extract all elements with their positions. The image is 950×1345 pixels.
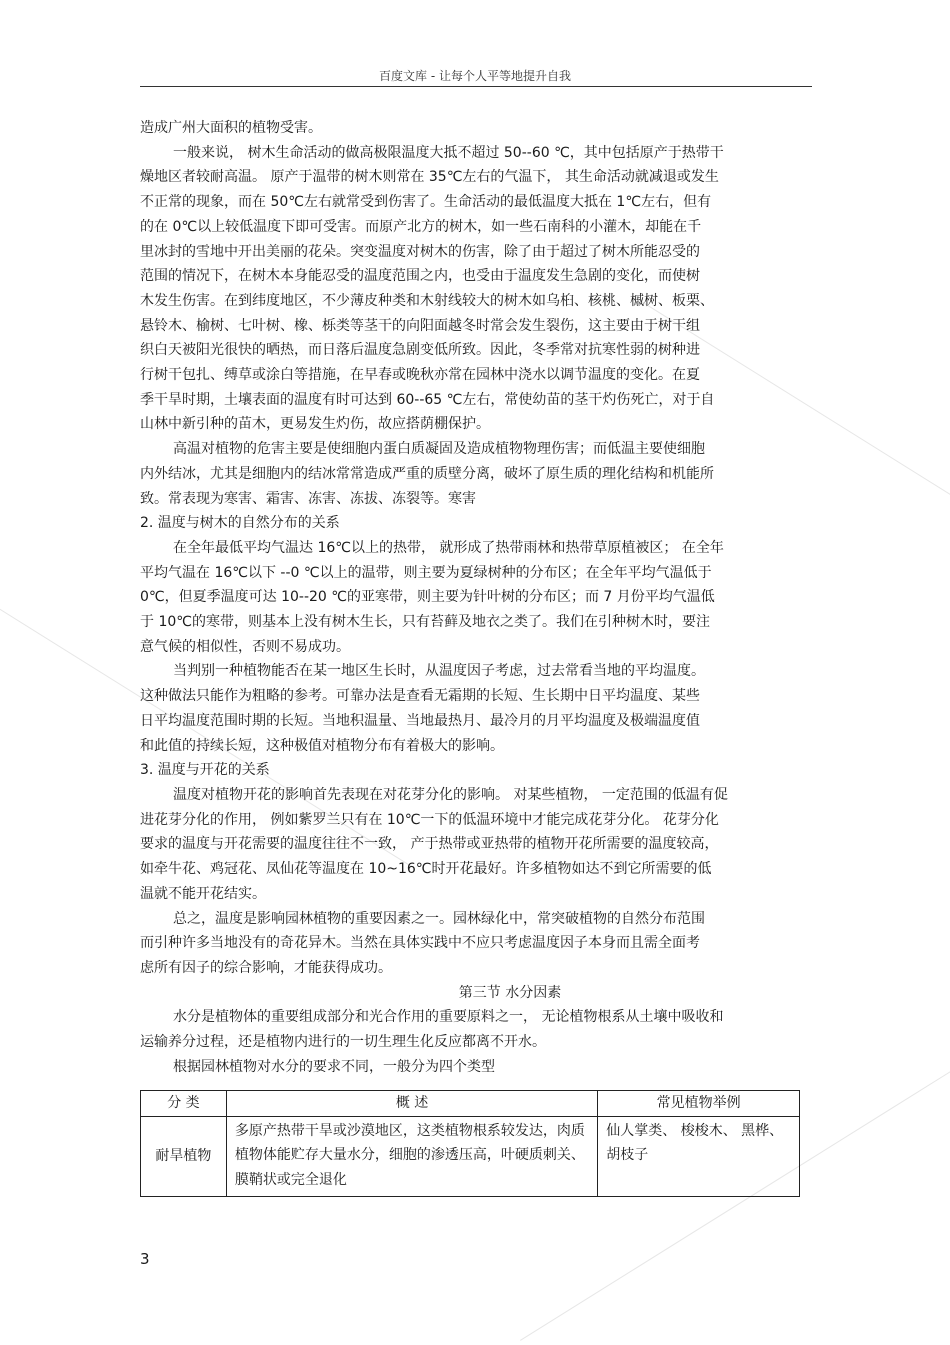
page-header: 百度文库 - 让每个人平等地提升自我: [379, 69, 571, 83]
text-line: 的在 0℃以上较低温度下即可受害。而原产北方的树木，如一些石南科的小灌木，却能在千: [140, 218, 702, 235]
text-line: 温度对植物开花的影响首先表现在对花芽分化的影响。 对某些植物， 一定范围的低温有促: [173, 786, 728, 803]
text-line: 水分是植物体的重要组成部分和光合作用的重要原料之一， 无论植物根系从土壤中吸收和: [173, 1009, 724, 1026]
text-line: 里冰封的雪地中开出美丽的花朵。突变温度对树木的伤害，除了由于超过了树木所能忍受的: [140, 243, 700, 260]
table-header-cell: 常见植物举例: [598, 1091, 800, 1117]
text-line: 这种做法只能作为粗略的参考。可靠办法是查看无霜期的长短、生长期中日平均温度、某些: [140, 688, 700, 705]
text-line: 虑所有因子的综合影响，才能获得成功。: [140, 959, 392, 976]
text-line: 和此值的持续长短，这种极值对植物分布有着极大的影响。: [140, 737, 504, 754]
text-line: 当判别一种植物能否在某一地区生长时，从温度因子考虑，过去常看当地的平均温度。: [173, 663, 705, 680]
text-line: 织白天被阳光很快的晒热，而日落后温度急剧变低所致。因此，冬季常对抗寒性弱的树种进: [140, 342, 700, 359]
text-line: 温就不能开花结实。: [140, 885, 266, 902]
text-line: 行树干包扎、缚草或涂白等措施，在早春或晚秋亦常在园林中浇水以调节温度的变化。在夏: [140, 367, 700, 384]
text-line: 高温对植物的危害主要是使细胞内蛋白质凝固及造成植物物理伤害；而低温主要使细胞: [173, 441, 705, 458]
text-line: 根据园林植物对水分的要求不同，一般分为四个类型: [173, 1058, 495, 1075]
text-line: 进花芽分化的作用， 例如紫罗兰只有在 10℃一下的低温环境中才能完成花芽分化。 花芽分化: [140, 811, 719, 828]
text-line: 范围的情况下，在树木本身能忍受的温度范围之内，也受由于温度发生急剧的变化，而使树: [140, 268, 700, 285]
text-line: 悬铃木、榆树、七叶树、橡、栎类等茎干的向阳面越冬时常会发生裂伤，这主要由于树干组: [140, 317, 700, 334]
text-line: 致。常表现为寒害、霜害、冻害、冻拔、冻裂等。寒害: [140, 490, 476, 507]
text-line: 意气候的相似性，否则不易成功。: [140, 638, 350, 655]
text-line: 季干旱时期，土壤表面的温度有时可达到 60--65 ℃左右，常使幼苗的茎干灼伤死亡，对于自: [140, 391, 715, 408]
text-line: 0℃，但夏季温度可达 10--20 ℃的亚寒带，则主要为针叶树的分布区；而 7 月份平均气温低: [140, 589, 715, 606]
text-line: 日平均温度范围时期的长短。当地积温量、当地最热月、最冷月的月平均温度及极端温度值: [140, 712, 700, 729]
text-line: 而引种许多当地没有的奇花异木。当然在具体实践中不应只考虑温度因子本身而且需全面考: [140, 935, 700, 952]
text-line: 2. 温度与树木的自然分布的关系: [140, 515, 340, 532]
text-line: 要求的温度与开花需要的温度往往不一致， 产于热带或亚热带的植物开花所需要的温度较高，: [140, 836, 719, 853]
text-line: 山林中新引种的苗木，更易发生灼伤，故应搭荫棚保护。: [140, 416, 490, 433]
text-line: 于 10℃的寒带，则基本上没有树木生长，只有苔藓及地衣之类了。我们在引种树木时，要注: [140, 614, 710, 631]
table-row: [141, 1116, 800, 1197]
text-line: 一般来说， 树木生命活动的做高极限温度大抵不超过 50--60 ℃，其中包括原产于热带干: [173, 144, 724, 161]
body-paragraphs: [140, 116, 820, 981]
water-type-table: [140, 1090, 800, 1197]
text-line: 总之，温度是影响园林植物的重要因素之一。园林绿化中，常突破植物的自然分布范围: [173, 910, 705, 927]
text-line: 不正常的现象，而在 50℃左右就常受到伤害了。生命活动的最低温度大抵在 1℃左右，但有: [140, 194, 712, 211]
text-line: 造成广州大面积的植物受害。: [140, 120, 322, 136]
text-line: 在全年最低平均气温达 16℃以上的热带， 就形成了热带雨林和热带草原植被区； 在全年: [173, 539, 724, 556]
description-cell: 多原产热带干旱或沙漠地区，这类植物根系较发达，肉质植物体能贮存大量水分，细胞的渗透压高，叶硬质刺关、膜鞘状或完全退化: [226, 1116, 597, 1197]
header-rule: [140, 86, 812, 87]
text-line: 燥地区者较耐高温。 原产于温带的树木则常在 35℃左右的气温下， 其生命活动就减退或发生: [140, 169, 719, 186]
table-header-cell: 分 类: [141, 1091, 227, 1117]
document-body: [140, 116, 820, 1079]
text-line: 平均气温在 16℃以下 --0 ℃以上的温带，则主要为夏绿树种的分布区；在全年平均气温低于: [140, 564, 712, 581]
section-title: 第三节 水分因素: [458, 984, 562, 1001]
text-line: 木发生伤害。在到纬度地区，不少薄皮种类和木射线较大的树木如乌桕、核桃、槭树、板栗、: [140, 292, 714, 309]
text-line: 运输养分过程，还是植物内进行的一切生理生化反应都离不开水。: [140, 1034, 546, 1051]
examples-cell: 仙人掌类、 梭梭木、 黑桦、胡枝子: [598, 1116, 800, 1197]
text-line: 如牵牛花、鸡冠花、凤仙花等温度在 10~16℃时开花最好。许多植物如达不到它所需要的低: [140, 861, 712, 878]
table-header-cell: 概 述: [226, 1091, 597, 1117]
page-number: 3: [140, 1250, 150, 1268]
body-paragraphs-2: [140, 1005, 820, 1079]
category-cell: 耐旱植物: [141, 1116, 227, 1197]
text-line: 内外结冰，尤其是细胞内的结冰常常造成严重的质壁分离，破坏了原生质的理化结构和机能所: [140, 465, 714, 482]
table-header-row: [141, 1091, 800, 1117]
text-line: 3. 温度与开花的关系: [140, 762, 270, 779]
